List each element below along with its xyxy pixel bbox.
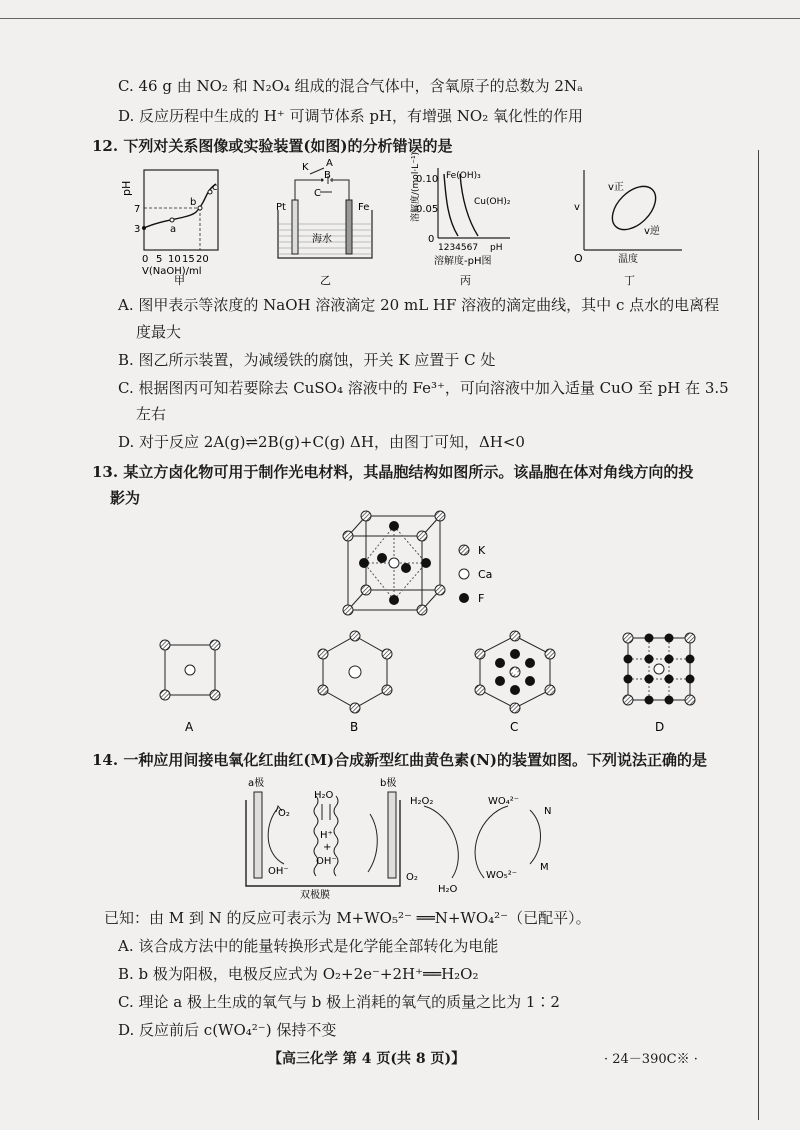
q11-option-c: C. 46 g 由 NO₂ 和 N₂O₄ 组成的混合气体中，含氧原子的总数为 2Nₐ — [118, 77, 583, 95]
bing-ytick-0: 0 — [428, 234, 435, 245]
ding-xlabel: 温度 — [618, 254, 638, 265]
q14-plus: + — [323, 842, 332, 853]
q14-o2-left: O₂ — [278, 808, 290, 819]
page-footer: 【高三化学 第 4 页(共 8 页)】 — [268, 1051, 466, 1067]
q13-label-d: D — [655, 720, 665, 734]
yi-caption: 乙 — [320, 274, 331, 287]
q12-option-d: D. 对于反应 2A(g)⇌2B(g)+C(g) ΔH，由图丁可知，ΔH<0 — [118, 433, 525, 451]
q14-h-plus: H⁺ — [320, 830, 333, 841]
jia-xtick-10: 10 — [168, 254, 181, 265]
q12-stem: 12. 下列对关系图像或实验装置(如图)的分析错误的是 — [92, 137, 453, 155]
q12-figure-ding — [570, 160, 690, 285]
q12-option-a-line2: 度最大 — [136, 323, 182, 341]
q13-label-c: C — [510, 720, 519, 734]
q14-h2o2: H₂O₂ — [410, 796, 434, 807]
top-border — [0, 18, 800, 19]
q14-electrolysis-diagram — [240, 774, 570, 904]
yi-switch-k: K — [302, 162, 309, 173]
legend-k: K — [478, 544, 486, 557]
q12-figure-yi — [272, 160, 382, 285]
q12-option-b: B. 图乙所示装置，为减缓铁的腐蚀，开关 K 应置于 C 处 — [118, 351, 496, 369]
bing-ylabel: 溶解度/(mol·L⁻¹) — [411, 151, 421, 222]
bing-ytick-010: 0.10 — [416, 174, 439, 185]
q11-option-d: D. 反应历程中生成的 H⁺ 可调节体系 pH，有增强 NO₂ 氧化性的作用 — [118, 107, 583, 125]
ding-v-forward: v正 — [608, 182, 624, 193]
q14-known: 已知：由 M 到 N 的反应可表示为 M+WO₅²⁻ ══N+WO₄²⁻（已配平）。 — [104, 909, 591, 927]
ding-caption: 丁 — [624, 274, 635, 287]
yi-electrode-fe: Fe — [358, 202, 370, 213]
q14-option-a: A. 该合成方法中的能量转换形式是化学能全部转化为电能 — [118, 937, 499, 955]
q14-option-c: C. 理论 a 极上生成的氧气与 b 极上消耗的氧气的质量之比为 1∶2 — [118, 993, 560, 1011]
q14-a-pole: a极 — [248, 778, 265, 789]
q14-n: N — [544, 806, 552, 817]
q13-stem-line2: 影为 — [110, 489, 141, 507]
q13-option-d-figure — [620, 630, 700, 735]
legend-f: F — [478, 592, 485, 605]
q14-m: M — [540, 862, 549, 873]
q14-wo5: WO₅²⁻ — [486, 870, 518, 881]
q12-figure-jia — [112, 160, 242, 285]
q14-oh-mid: OH⁻ — [316, 856, 337, 867]
q14-option-b: B. b 极为阳极，电极反应式为 O₂+2e⁻+2H⁺══H₂O₂ — [118, 965, 479, 983]
ding-ylabel: v — [574, 202, 580, 213]
q13-option-c-figure — [470, 630, 560, 735]
q13-option-b-figure — [315, 630, 395, 735]
bing-caption: 丙 — [460, 274, 471, 287]
bing-subtitle: 溶解度-pH图 — [434, 256, 492, 267]
q14-h2o-bottom: H₂O — [438, 884, 458, 895]
yi-terminal-c: C — [314, 188, 321, 199]
right-margin-line — [758, 150, 759, 1120]
q14-b-pole: b极 — [380, 778, 397, 789]
q12-option-c-line2: 左右 — [136, 405, 167, 423]
jia-xtick-0: 0 — [142, 254, 149, 265]
jia-xlabel: V(NaOH)/ml — [142, 266, 202, 277]
jia-point-b: b — [190, 197, 197, 208]
bing-xticks: 1234567 — [438, 243, 479, 253]
yi-electrode-pt: Pt — [276, 202, 286, 213]
jia-xtick-20: 20 — [196, 254, 209, 265]
q14-oh-left: OH⁻ — [268, 866, 289, 877]
ding-origin: O — [574, 252, 583, 265]
q13-option-a-figure — [155, 635, 225, 735]
q13-stem-line1: 13. 某立方卤化物可用于制作光电材料，其晶胞结构如图所示。该晶胞在体对角线方向的投 — [92, 463, 694, 481]
legend-ca: Ca — [478, 568, 493, 581]
yi-terminal-a: A — [326, 158, 333, 169]
jia-point-a: a — [170, 224, 177, 235]
jia-xtick-5: 5 — [156, 254, 163, 265]
q14-option-d: D. 反应前后 c(WO₄²⁻) 保持不变 — [118, 1021, 337, 1039]
q13-crystal-cell — [330, 510, 510, 620]
q14-wo4-top: WO₄²⁻ — [488, 796, 520, 807]
ding-v-reverse: v逆 — [644, 226, 660, 237]
yi-terminal-b: B — [324, 170, 331, 181]
q14-h2o: H₂O — [314, 790, 334, 801]
jia-ytick-3: 3 — [134, 224, 141, 235]
jia-caption: 甲 — [174, 274, 185, 287]
yi-liquid: 海水 — [312, 234, 332, 245]
q12-option-c-line1: C. 根据图丙可知若要除去 CuSO₄ 溶液中的 Fe³⁺，可向溶液中加入适量 CuO 至 pH 在 3.5 — [118, 379, 729, 397]
jia-xtick-15: 15 — [182, 254, 195, 265]
q14-membrane: 双极膜 — [300, 890, 330, 901]
exam-code: · 24－390C※ · — [604, 1052, 698, 1067]
q13-label-b: B — [350, 720, 359, 734]
bing-curve-cuoh2: Cu(OH)₂ — [474, 197, 511, 207]
bing-ytick-005: 0.05 — [416, 204, 439, 215]
jia-ylabel: pH — [120, 180, 133, 196]
bing-curve-feoh3: Fe(OH)₃ — [446, 171, 481, 181]
q13-label-a: A — [185, 720, 194, 734]
q12-figure-bing — [398, 151, 538, 287]
q12-option-a-line1: A. 图甲表示等浓度的 NaOH 溶液滴定 20 mL HF 溶液的滴定曲线，其中 c 点水的电离程 — [118, 296, 720, 314]
q14-stem: 14. 一种应用间接电氧化红曲红(M)合成新型红曲黄色素(N)的装置如图。下列说法正确的是 — [92, 751, 708, 769]
jia-point-c: c — [212, 182, 218, 193]
jia-ytick-7: 7 — [134, 204, 141, 215]
q14-o2-right: O₂ — [406, 872, 418, 883]
bing-xlabel: pH — [490, 243, 503, 253]
